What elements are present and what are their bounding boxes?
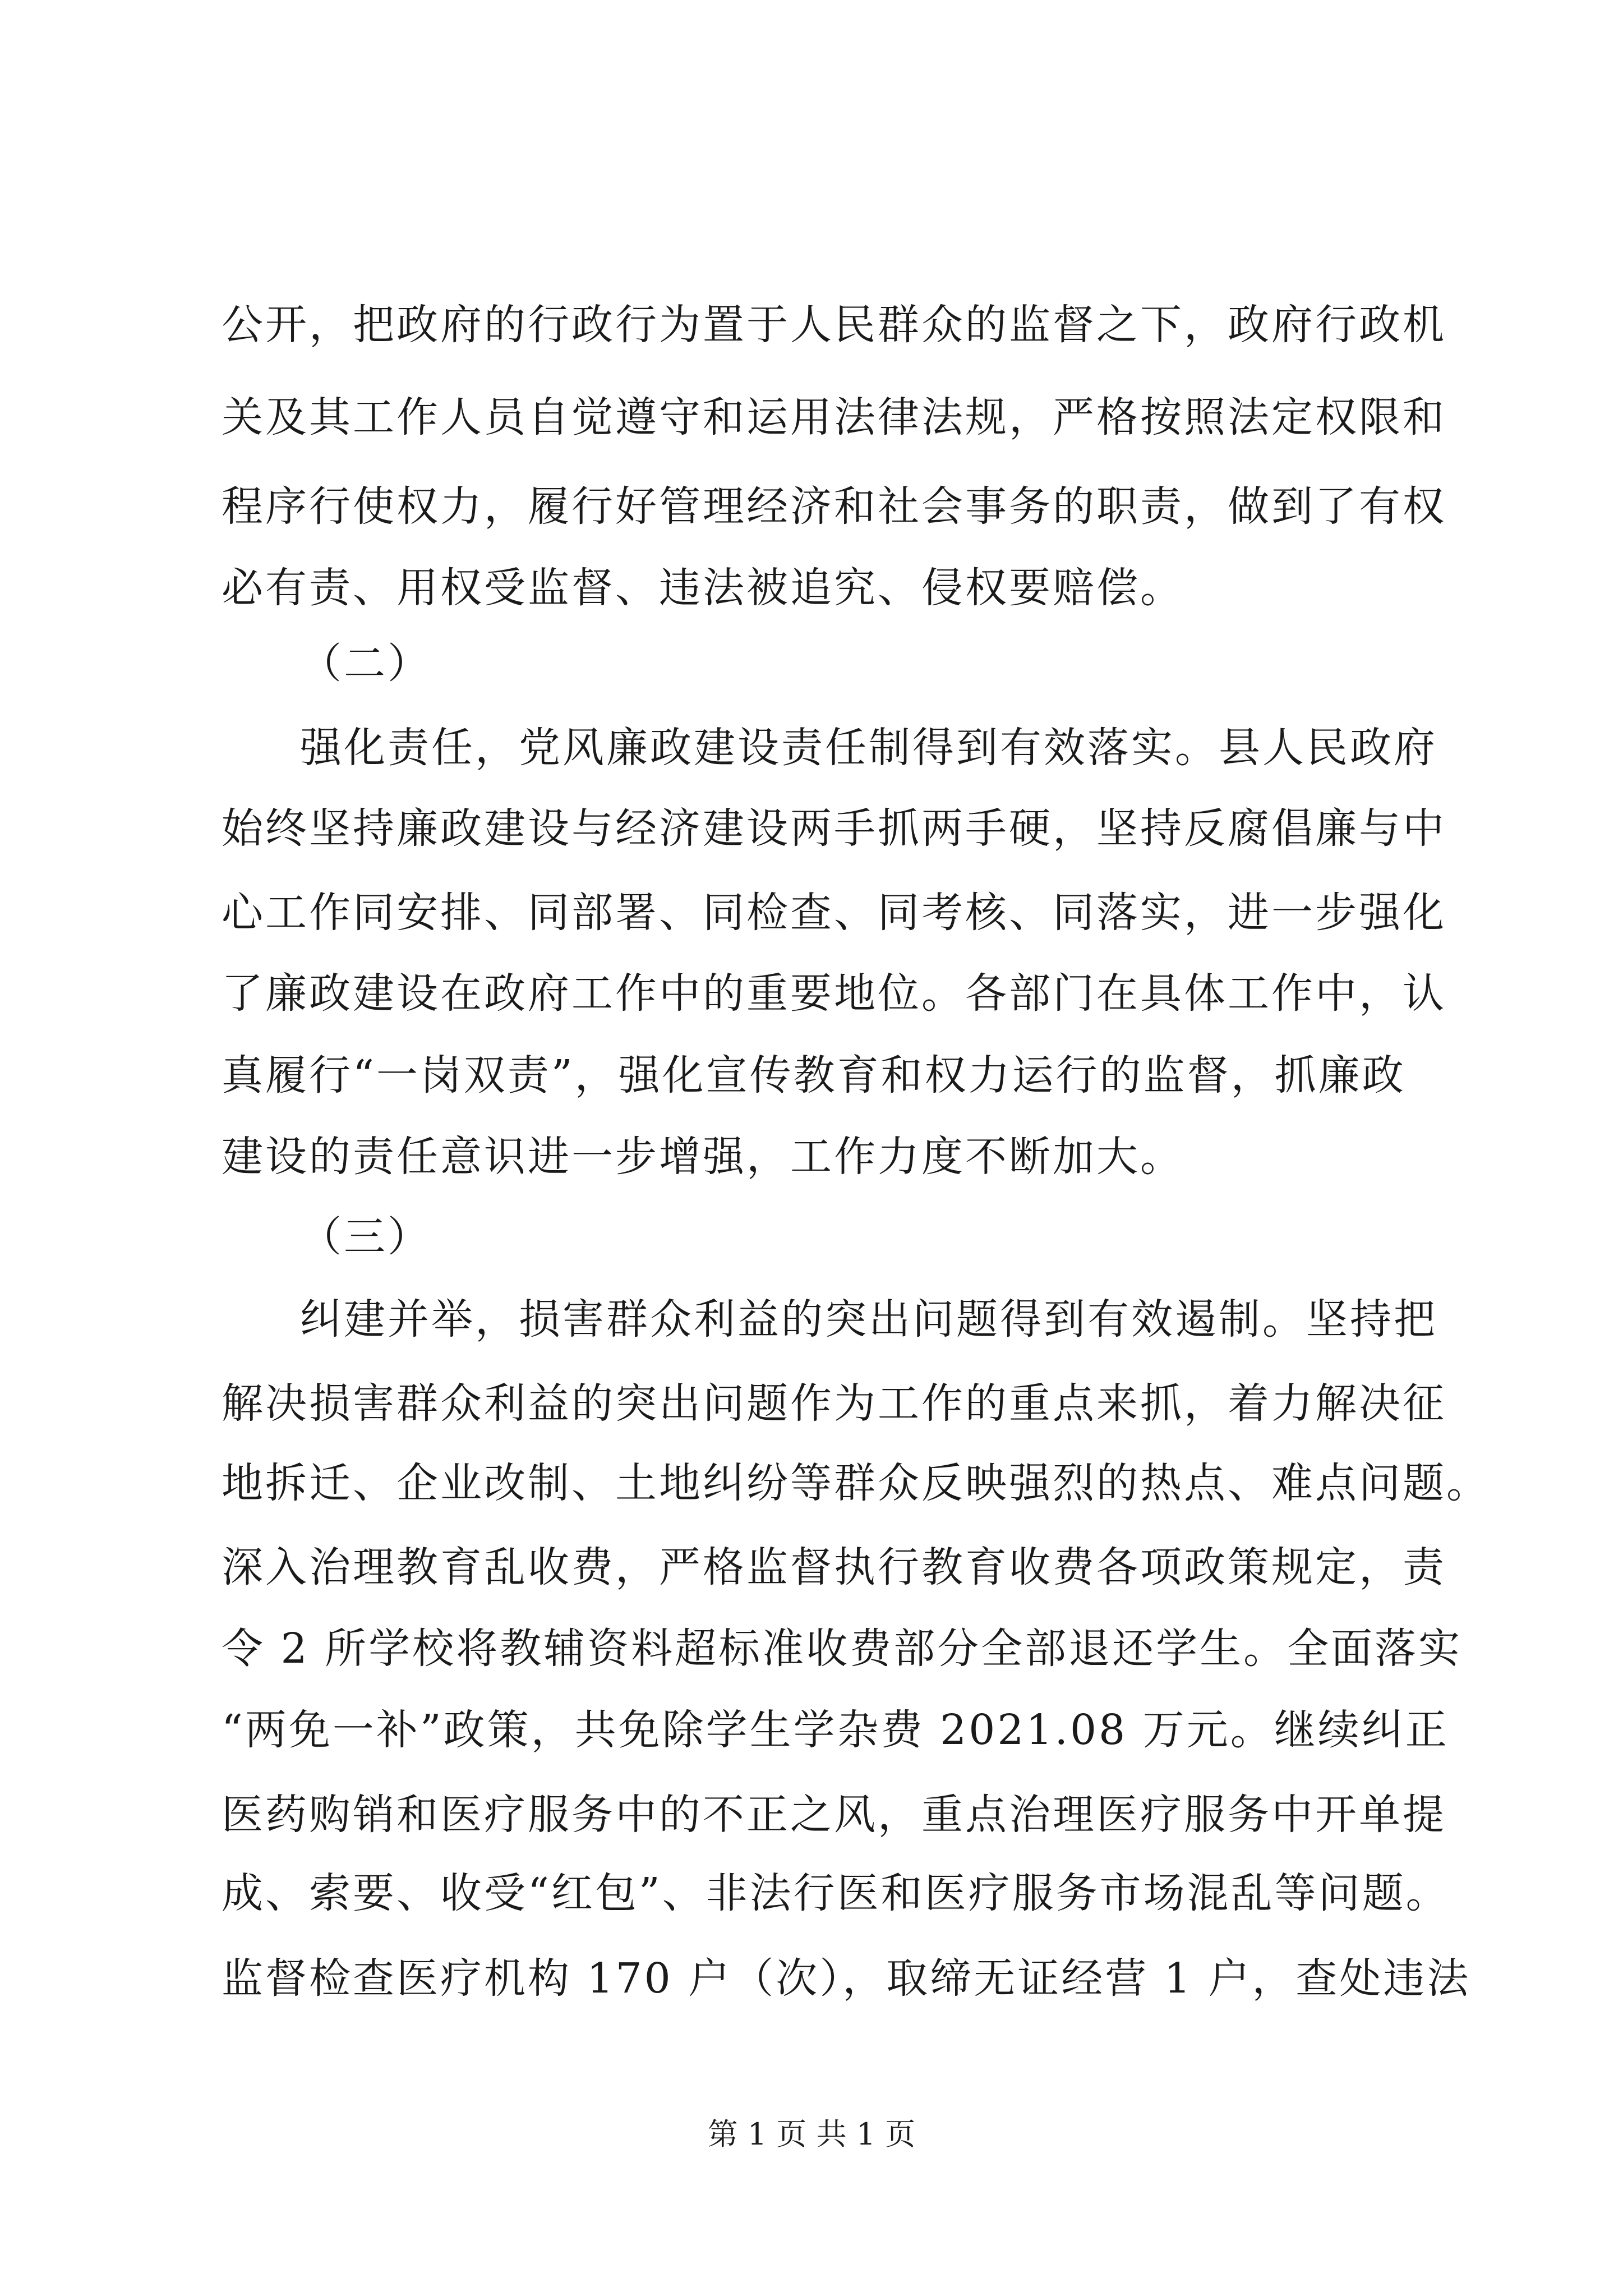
body-line: 真履行“一岗双责”，强化宣传教育和权力运行的监督，抓廉政	[222, 1051, 1406, 1099]
body-line: “两免一补”政策，共免除学生学杂费 2021.08 万元。继续纠正	[222, 1706, 1449, 1754]
body-line: 了廉政建设在政府工作中的重要地位。各部门在具体工作中，认	[222, 969, 1446, 1018]
body-line: 关及其工作人员自觉遵守和运用法律法规，严格按照法定权限和	[222, 393, 1446, 441]
body-line: 始终坚持廉政建设与经济建设两手抓两手硬，坚持反腐倡廉与中	[222, 804, 1446, 853]
body-line: 程序行使权力，履行好管理经济和社会事务的职责，做到了有权	[222, 482, 1446, 531]
body-line: 深入治理教育乱收费，严格监督执行教育收费各项政策规定，责	[222, 1543, 1446, 1591]
body-line: 解决损害群众利益的突出问题作为工作的重点来抓，着力解决征	[222, 1379, 1446, 1428]
page-footer: 第 1 页 共 1 页	[707, 2116, 916, 2152]
body-line: 公开，把政府的行政行为置于人民群众的监督之下，政府行政机	[222, 301, 1446, 349]
section-heading: （三）	[300, 1213, 431, 1261]
paragraph-first-line: 强化责任，党风廉政建设责任制得到有效落实。县人民政府	[300, 724, 1437, 772]
section-heading: （二）	[300, 639, 431, 688]
body-line: 令 2 所学校将教辅资料超标准收费部分全部退还学生。全面落实	[222, 1625, 1463, 1673]
body-line: 成、索要、收受“红包”、非法行医和医疗服务市场混乱等问题。	[222, 1869, 1450, 1917]
body-line: 医药购销和医疗服务中的不正之风，重点治理医疗服务中开单提	[222, 1791, 1446, 1839]
body-line: 心工作同安排、同部署、同检查、同考核、同落实，进一步强化	[222, 889, 1446, 937]
body-line: 监督检查医疗机构 170 户（次），取缔无证经营 1 户，查处违法	[222, 1954, 1471, 2003]
body-line: 地拆迁、企业改制、土地纠纷等群众反映强烈的热点、难点问题。	[222, 1459, 1490, 1507]
body-line: 必有责、用权受监督、违法被追究、侵权要赔偿。	[222, 564, 1184, 612]
body-line: 建设的责任意识进一步增强，工作力度不断加大。	[222, 1133, 1184, 1181]
paragraph-first-line: 纠建并举，损害群众利益的突出问题得到有效遏制。坚持把	[300, 1295, 1437, 1343]
